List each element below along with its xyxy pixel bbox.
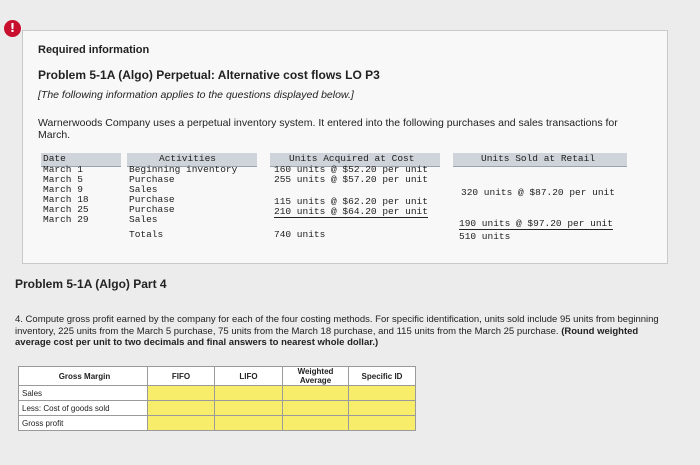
cogs-fifo-input[interactable] bbox=[148, 401, 215, 416]
sales-fifo-input[interactable] bbox=[148, 386, 215, 401]
row-sold: 320 units @ $87.20 per unit bbox=[461, 187, 615, 198]
gross-profit-fifo-input[interactable] bbox=[148, 416, 215, 431]
totals-sold: 510 units bbox=[459, 231, 511, 242]
activities-header: Activities bbox=[159, 153, 217, 164]
sales-specific-id-input[interactable] bbox=[349, 386, 416, 401]
question-rounding-instruction: (Round weighted average cost per unit to two decimals and final answers to nearest whole dollar.) bbox=[15, 325, 639, 348]
date-header: Date bbox=[43, 153, 66, 164]
row-activity: Purchase bbox=[129, 194, 175, 205]
row-date: March 9 bbox=[43, 184, 83, 195]
row-activity: Sales bbox=[129, 214, 158, 225]
table-row bbox=[19, 386, 416, 401]
required-information-panel bbox=[22, 30, 668, 264]
gross-profit-specific-id-input[interactable] bbox=[349, 416, 416, 431]
alert-icon: ! bbox=[4, 20, 21, 37]
cogs-lifo-input[interactable] bbox=[215, 401, 283, 416]
problem-note: [The following information applies to the questions displayed below.] bbox=[38, 89, 354, 101]
row-activity: Sales bbox=[129, 184, 158, 195]
sales-label: Sales bbox=[19, 386, 148, 401]
row-acquired: 255 units @ $57.20 per unit bbox=[274, 174, 428, 185]
sales-lifo-input[interactable] bbox=[215, 386, 283, 401]
row-date: March 18 bbox=[43, 194, 89, 205]
acquired-header: Units Acquired at Cost bbox=[289, 153, 415, 164]
fifo-header: FIFO bbox=[148, 367, 215, 386]
table-header-row bbox=[19, 367, 416, 386]
gross-margin-table bbox=[18, 366, 416, 431]
gross-profit-label: Gross profit bbox=[19, 416, 148, 431]
weighted-average-header: Weighted Average bbox=[283, 367, 349, 386]
row-activity: Purchase bbox=[129, 204, 175, 215]
row-activity: Beginning inventory bbox=[129, 164, 238, 175]
table-row bbox=[19, 416, 416, 431]
row-acquired: 115 units @ $62.20 per unit bbox=[274, 196, 428, 207]
question-text bbox=[15, 314, 665, 349]
row-sold: 190 units @ $97.20 per unit bbox=[459, 218, 613, 229]
lifo-header: LIFO bbox=[215, 367, 283, 386]
row-acquired: 160 units @ $52.20 per unit bbox=[274, 164, 428, 175]
gross-profit-weighted-average-input[interactable] bbox=[283, 416, 349, 431]
required-info-heading: Required information bbox=[38, 44, 150, 56]
specific-id-header: Specific ID bbox=[349, 367, 416, 386]
sales-weighted-average-input[interactable] bbox=[283, 386, 349, 401]
row-date: March 5 bbox=[43, 174, 83, 185]
gross-profit-lifo-input[interactable] bbox=[215, 416, 283, 431]
table-row bbox=[19, 401, 416, 416]
cogs-weighted-average-input[interactable] bbox=[283, 401, 349, 416]
totals-acquired: 740 units bbox=[274, 229, 326, 240]
row-date: March 29 bbox=[43, 214, 89, 225]
intro-text: Warnerwoods Company uses a perpetual inventory system. It entered into the following purchases and sales transactions for March. bbox=[38, 117, 618, 141]
row-acquired: 210 units @ $64.20 per unit bbox=[274, 206, 428, 217]
row-date: March 1 bbox=[43, 164, 83, 175]
sold-header: Units Sold at Retail bbox=[481, 153, 596, 164]
row-activity: Purchase bbox=[129, 174, 175, 185]
part-title: Problem 5-1A (Algo) Part 4 bbox=[15, 277, 167, 291]
row-date: March 25 bbox=[43, 204, 89, 215]
problem-title: Problem 5-1A (Algo) Perpetual: Alternative cost flows LO P3 bbox=[38, 68, 380, 82]
cogs-specific-id-input[interactable] bbox=[349, 401, 416, 416]
question-body: 4. Compute gross profit earned by the company for each of the four costing methods. For specific identification, units sold include 95 units from beginning inventory, 225 units from the March 5 purchase, 75 units from the March 18 purchase, and 115 units from the March 25 purchase. bbox=[15, 314, 659, 337]
cogs-label: Less: Cost of goods sold bbox=[19, 401, 148, 416]
totals-label: Totals bbox=[129, 229, 164, 240]
gross-margin-header: Gross Margin bbox=[19, 367, 148, 386]
